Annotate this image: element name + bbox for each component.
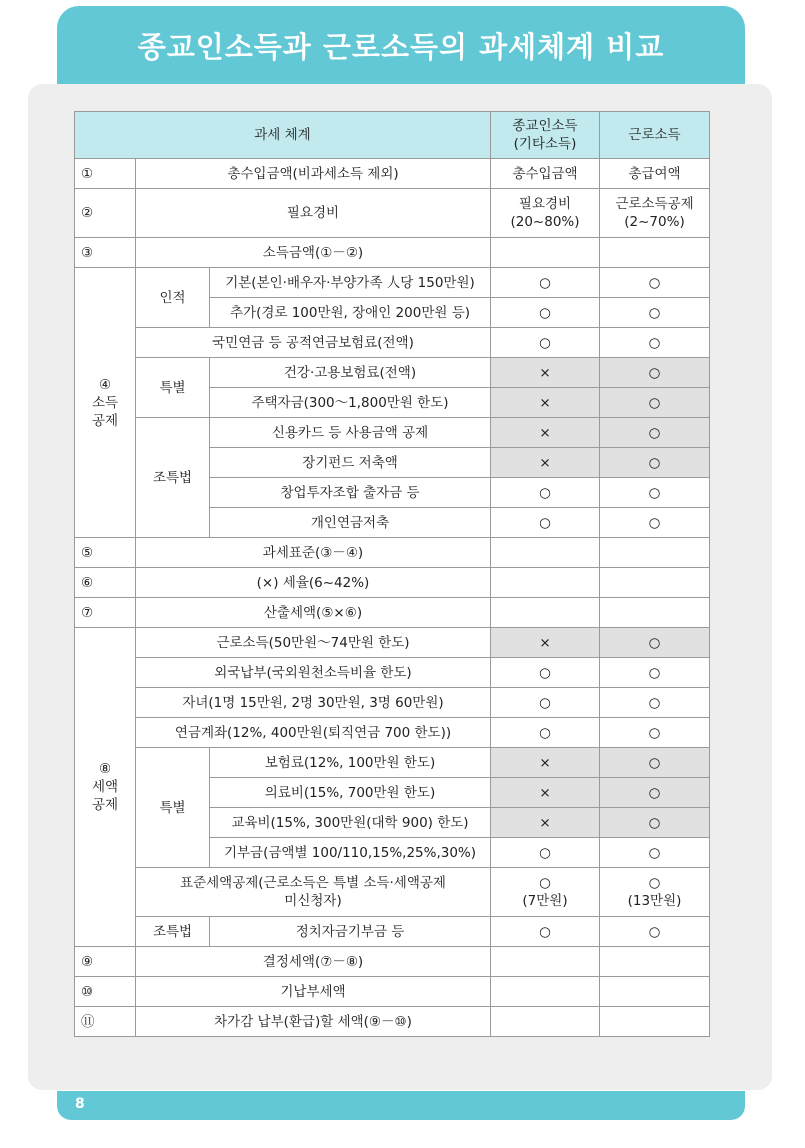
table-row (75, 159, 710, 189)
earned-value: ○ (600, 808, 710, 838)
table-row (75, 418, 710, 448)
table-row (75, 718, 710, 748)
subgroup-special: 특별 (136, 748, 210, 868)
row-label: 산출세액(⑤×⑥) (136, 598, 491, 628)
header-earned-income: 근로소득 (600, 112, 710, 159)
religious-value (491, 1007, 600, 1037)
page-number: 8 (75, 1096, 85, 1112)
religious-value: ○ (491, 268, 600, 298)
earned-value (600, 977, 710, 1007)
religious-value: ○ (491, 688, 600, 718)
religious-value: ○ (491, 508, 600, 538)
earned-value: ○ (600, 628, 710, 658)
earned-value (600, 538, 710, 568)
row-number: ⑤ (75, 538, 136, 568)
earned-value: ○ (600, 917, 710, 947)
row-label: 표준세액공제(근로소득은 특별 소득·세액공제 미신청자) (136, 868, 491, 917)
row-label: 추가(경로 100만원, 장애인 200만원 등) (210, 298, 491, 328)
row-label: 신용카드 등 사용금액 공제 (210, 418, 491, 448)
subgroup-special-tax-act: 조특법 (136, 917, 210, 947)
table-row (75, 977, 710, 1007)
table-row (75, 238, 710, 268)
earned-value: ○ (600, 718, 710, 748)
religious-value: ○ (491, 718, 600, 748)
religious-value (491, 977, 600, 1007)
row-label: 의료비(15%, 700만원 한도) (210, 778, 491, 808)
subgroup-special: 특별 (136, 358, 210, 418)
religious-value (491, 568, 600, 598)
earned-value: ○ (600, 778, 710, 808)
row-number: ③ (75, 238, 136, 268)
row-label: 기납부세액 (136, 977, 491, 1007)
religious-value: ○ (491, 478, 600, 508)
row-label: 기부금(금액별 100/110,15%,25%,30%) (210, 838, 491, 868)
row-label: 외국납부(국외원천소득비율 한도) (136, 658, 491, 688)
religious-value: ○ (491, 658, 600, 688)
table-row (75, 598, 710, 628)
religious-value: × (491, 418, 600, 448)
religious-value (491, 598, 600, 628)
table-row (75, 1007, 710, 1037)
religious-value: × (491, 448, 600, 478)
row-label: 정치자금기부금 등 (210, 917, 491, 947)
earned-value (600, 598, 710, 628)
earned-value: ○ (600, 748, 710, 778)
religious-value: 필요경비 (20~80%) (491, 189, 600, 238)
row-label: 과세표준(③－④) (136, 538, 491, 568)
earned-value: ○ (600, 508, 710, 538)
row-label: 차가감 납부(환급)할 세액(⑨－⑩) (136, 1007, 491, 1037)
income-deduction-group: ④ 소득 공제 (75, 268, 136, 538)
row-label: 교육비(15%, 300만원(대학 900) 한도) (210, 808, 491, 838)
earned-value (600, 568, 710, 598)
row-number: ① (75, 159, 136, 189)
earned-value: ○ (600, 388, 710, 418)
religious-value: × (491, 388, 600, 418)
tax-comparison-table (74, 111, 710, 1037)
earned-value (600, 238, 710, 268)
row-label: 국민연금 등 공적연금보험료(전액) (136, 328, 491, 358)
earned-value: ○ (600, 658, 710, 688)
row-label: 필요경비 (136, 189, 491, 238)
religious-value: × (491, 748, 600, 778)
table-row (75, 189, 710, 238)
table-row (75, 688, 710, 718)
earned-value: ○ (600, 688, 710, 718)
row-label: 창업투자조합 출자금 등 (210, 478, 491, 508)
religious-value: ○ (491, 838, 600, 868)
religious-value: ○ (491, 328, 600, 358)
row-number: ⑩ (75, 977, 136, 1007)
row-label: 자녀(1명 15만원, 2명 30만원, 3명 60만원) (136, 688, 491, 718)
row-label: 기본(본인·배우자·부양가족 人당 150만원) (210, 268, 491, 298)
row-label: 연금계좌(12%, 400만원(퇴직연금 700 한도)) (136, 718, 491, 748)
table-row (75, 947, 710, 977)
table-row (75, 568, 710, 598)
religious-value: 총수입금액 (491, 159, 600, 189)
row-label: 소득금액(①－②) (136, 238, 491, 268)
earned-value: ○ (600, 478, 710, 508)
earned-value: ○ (13만원) (600, 868, 710, 917)
tax-credit-group: ⑧ 세액 공제 (75, 628, 136, 947)
row-number: ② (75, 189, 136, 238)
row-label: 장기펀드 저축액 (210, 448, 491, 478)
earned-value: ○ (600, 448, 710, 478)
table-row (75, 268, 710, 298)
religious-value (491, 238, 600, 268)
table-row (75, 658, 710, 688)
row-number: ⑦ (75, 598, 136, 628)
earned-value: ○ (600, 358, 710, 388)
earned-value: ○ (600, 838, 710, 868)
earned-value (600, 947, 710, 977)
religious-value: × (491, 358, 600, 388)
title-banner (57, 6, 745, 84)
row-label: 보험료(12%, 100만원 한도) (210, 748, 491, 778)
earned-value: 근로소득공제 (2~70%) (600, 189, 710, 238)
row-label: (×) 세율(6~42%) (136, 568, 491, 598)
row-label: 총수입금액(비과세소득 제외) (136, 159, 491, 189)
religious-value: ○ (491, 917, 600, 947)
row-label: 결정세액(⑦－⑧) (136, 947, 491, 977)
earned-value: ○ (600, 298, 710, 328)
religious-value: ○ (7만원) (491, 868, 600, 917)
religious-value: × (491, 808, 600, 838)
table-row (75, 358, 710, 388)
header-religious-income: 종교인소득 (기타소득) (491, 112, 600, 159)
row-number: ⑪ (75, 1007, 136, 1037)
row-label: 건강·고용보험료(전액) (210, 358, 491, 388)
religious-value: ○ (491, 298, 600, 328)
table-row (75, 917, 710, 947)
religious-value: × (491, 628, 600, 658)
row-label: 주택자금(300～1,800만원 한도) (210, 388, 491, 418)
subgroup-special-tax-act: 조특법 (136, 418, 210, 538)
header-tax-system: 과세 체계 (75, 112, 491, 159)
earned-value: ○ (600, 418, 710, 448)
table-row (75, 628, 710, 658)
religious-value (491, 538, 600, 568)
earned-value: 총급여액 (600, 159, 710, 189)
table-row (75, 328, 710, 358)
table-row (75, 538, 710, 568)
earned-value: ○ (600, 328, 710, 358)
earned-value (600, 1007, 710, 1037)
subgroup-personal: 인적 (136, 268, 210, 328)
page-title: 종교인소득과 근로소득의 과세체계 비교 (137, 29, 665, 64)
table-row (75, 748, 710, 778)
footer-bar (57, 1091, 745, 1120)
earned-value: ○ (600, 268, 710, 298)
row-label: 근로소득(50만원～74만원 한도) (136, 628, 491, 658)
row-number: ⑨ (75, 947, 136, 977)
row-label: 개인연금저축 (210, 508, 491, 538)
religious-value (491, 947, 600, 977)
table-row (75, 868, 710, 917)
row-number: ⑥ (75, 568, 136, 598)
table-header-row (75, 112, 710, 159)
religious-value: × (491, 778, 600, 808)
